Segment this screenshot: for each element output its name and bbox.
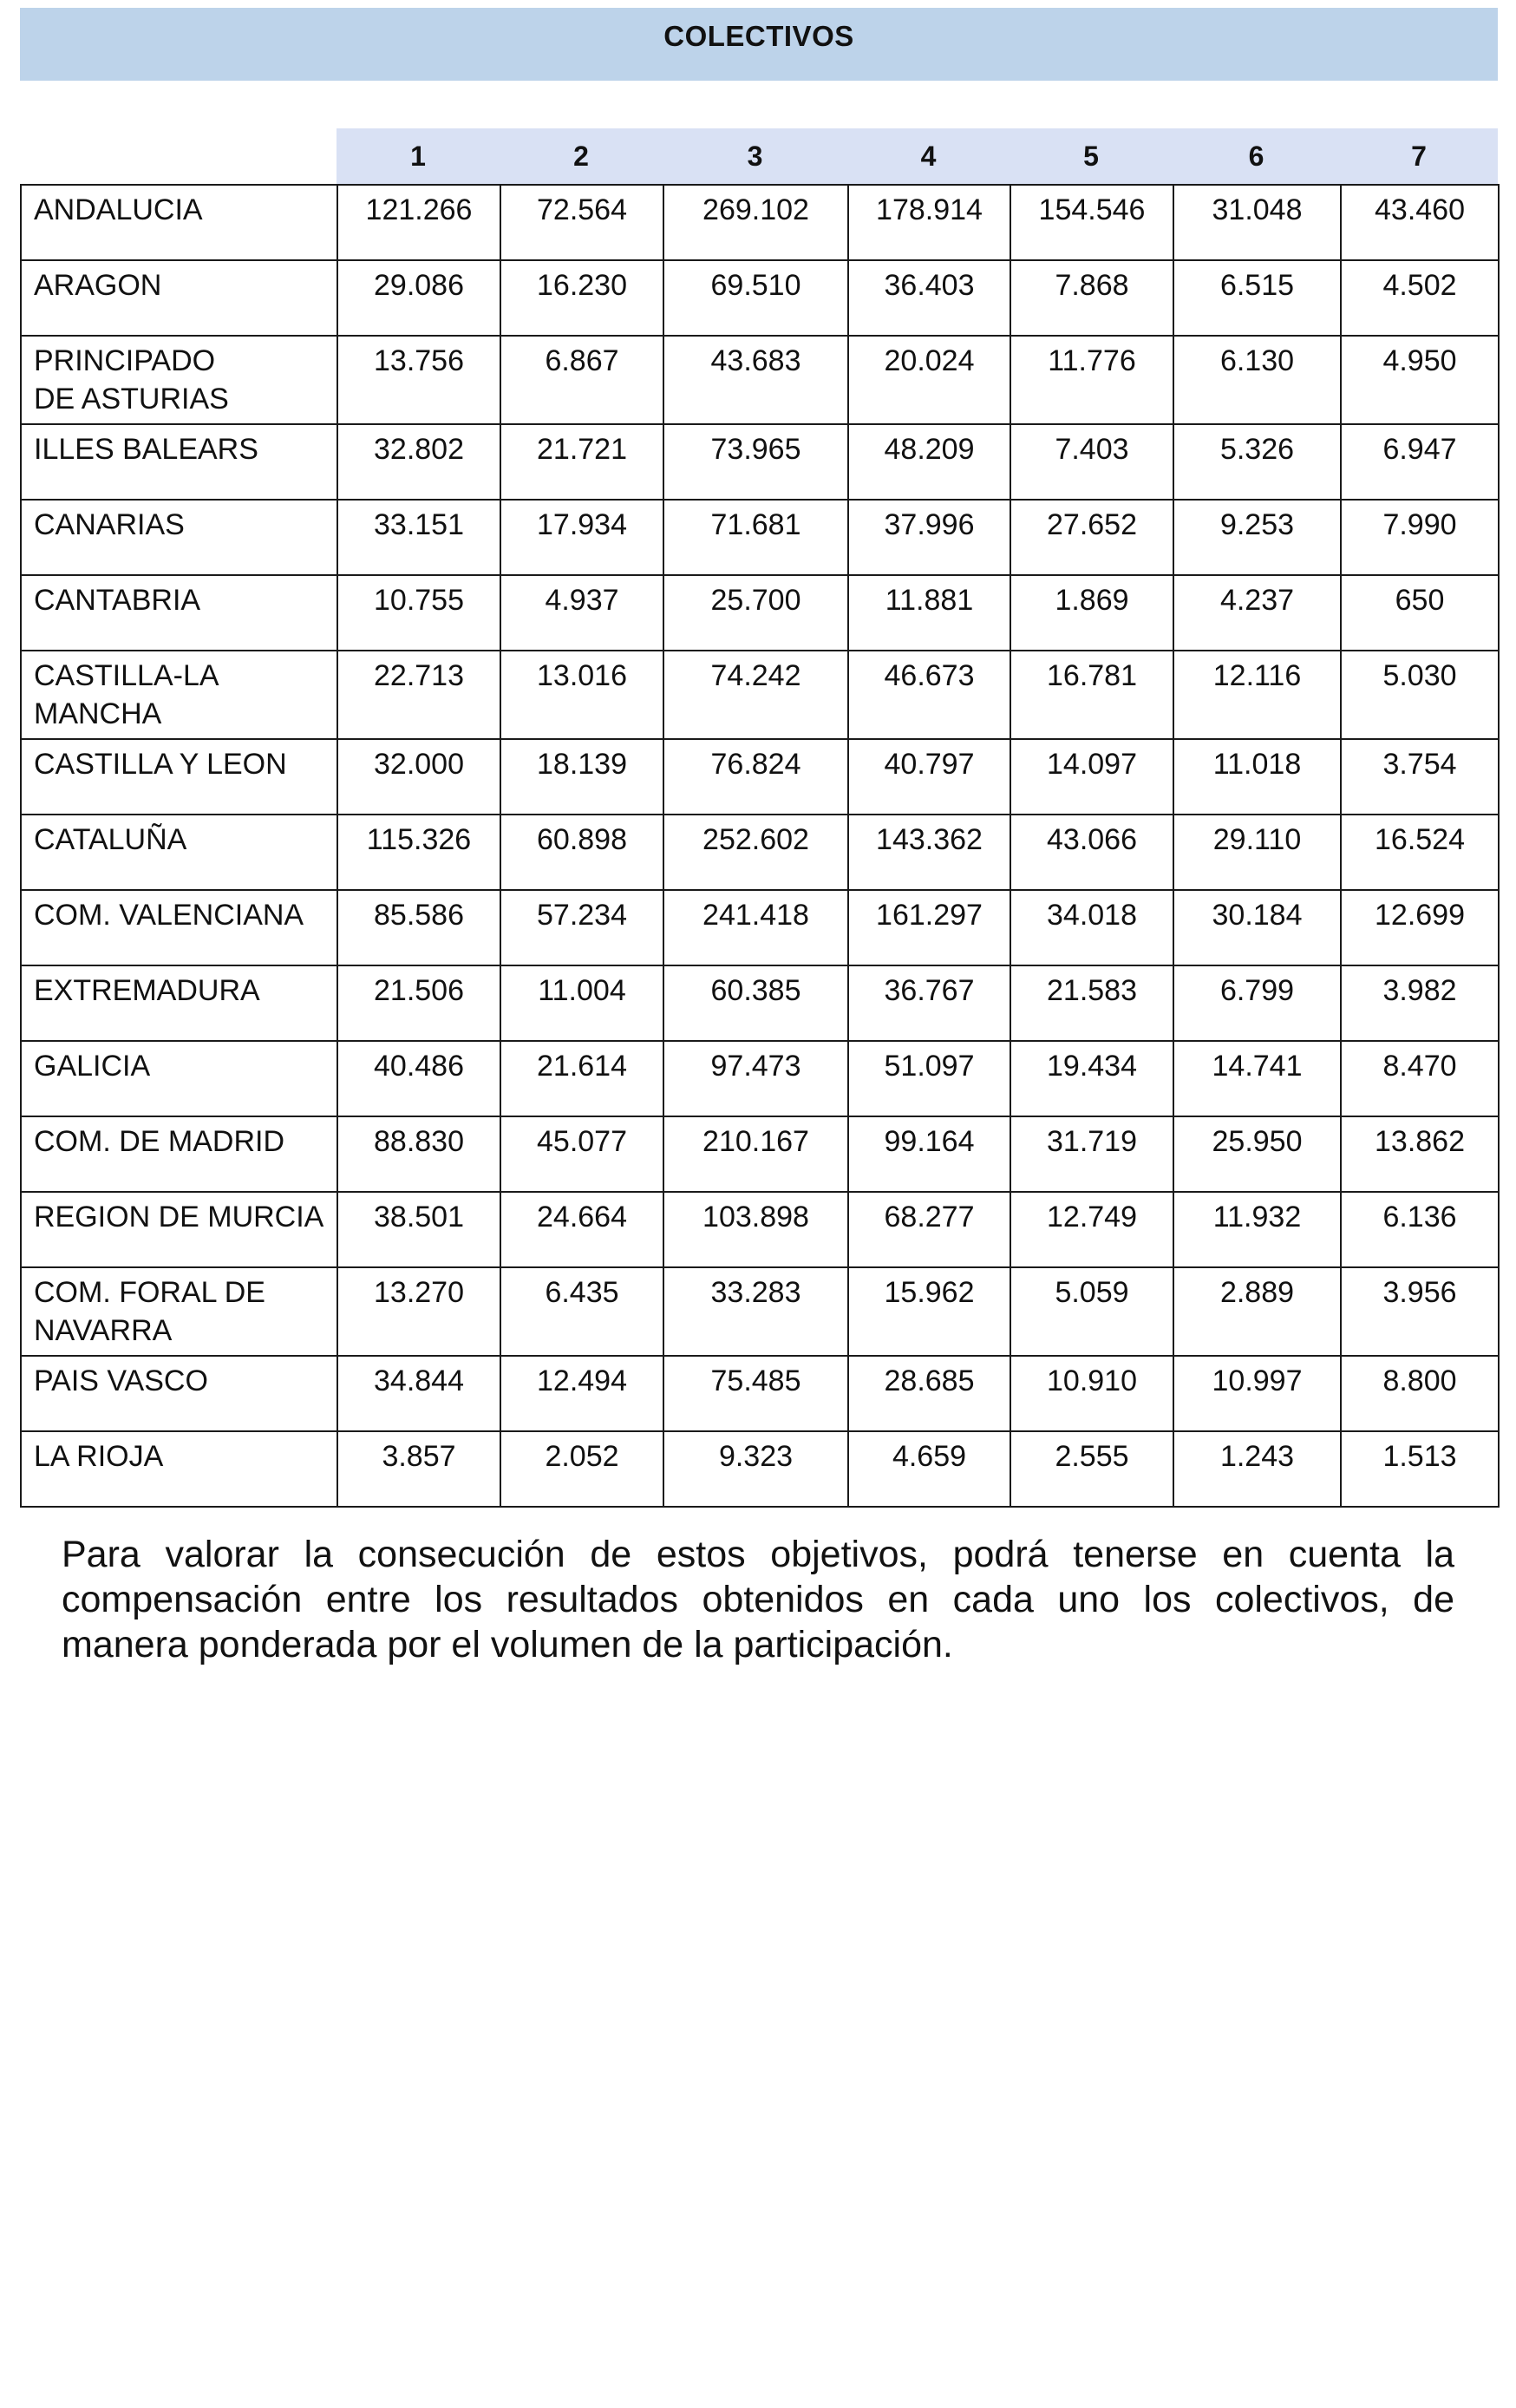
- value-cell: 154.546: [1010, 185, 1173, 260]
- table-row: [21, 890, 1499, 965]
- value-cell: 38.501: [337, 1192, 500, 1267]
- region-name: PAIS VASCO: [21, 1356, 337, 1431]
- value-cell: 10.755: [337, 575, 500, 651]
- value-cell: 69.510: [663, 260, 848, 336]
- table-row: [21, 260, 1499, 336]
- value-cell: 25.950: [1173, 1116, 1341, 1192]
- column-header-row: [337, 128, 1498, 184]
- column-header: 5: [1083, 140, 1099, 172]
- value-cell: 43.683: [663, 336, 848, 424]
- region-name: CANTABRIA: [21, 575, 337, 651]
- table-row: [21, 1116, 1499, 1192]
- value-cell: 6.947: [1341, 424, 1499, 500]
- value-cell: 25.700: [663, 575, 848, 651]
- value-cell: 121.266: [337, 185, 500, 260]
- value-cell: 19.434: [1010, 1041, 1173, 1116]
- table-row: [21, 651, 1499, 739]
- value-cell: 12.494: [500, 1356, 663, 1431]
- value-cell: 43.460: [1341, 185, 1499, 260]
- value-cell: 85.586: [337, 890, 500, 965]
- value-cell: 5.326: [1173, 424, 1341, 500]
- value-cell: 37.996: [848, 500, 1010, 575]
- value-cell: 21.583: [1010, 965, 1173, 1041]
- table-row: [21, 424, 1499, 500]
- value-cell: 71.681: [663, 500, 848, 575]
- value-cell: 1.513: [1341, 1431, 1499, 1507]
- value-cell: 7.990: [1341, 500, 1499, 575]
- value-cell: 68.277: [848, 1192, 1010, 1267]
- value-cell: 4.237: [1173, 575, 1341, 651]
- region-name: GALICIA: [21, 1041, 337, 1116]
- value-cell: 7.868: [1010, 260, 1173, 336]
- value-cell: 12.749: [1010, 1192, 1173, 1267]
- value-cell: 43.066: [1010, 815, 1173, 890]
- value-cell: 12.699: [1341, 890, 1499, 965]
- column-header: 6: [1248, 140, 1264, 172]
- value-cell: 9.323: [663, 1431, 848, 1507]
- value-cell: 13.862: [1341, 1116, 1499, 1192]
- value-cell: 40.486: [337, 1041, 500, 1116]
- region-name: ANDALUCIA: [21, 185, 337, 260]
- region-name: ARAGON: [21, 260, 337, 336]
- region-name: COM. FORAL DE NAVARRA: [21, 1267, 337, 1356]
- value-cell: 13.756: [337, 336, 500, 424]
- value-cell: 650: [1341, 575, 1499, 651]
- value-cell: 14.741: [1173, 1041, 1341, 1116]
- region-name: COM. DE MADRID: [21, 1116, 337, 1192]
- value-cell: 5.030: [1341, 651, 1499, 739]
- region-name: COM. VALENCIANA: [21, 890, 337, 965]
- value-cell: 11.776: [1010, 336, 1173, 424]
- region-name: REGION DE MURCIA: [21, 1192, 337, 1267]
- value-cell: 6.130: [1173, 336, 1341, 424]
- value-cell: 16.524: [1341, 815, 1499, 890]
- value-cell: 51.097: [848, 1041, 1010, 1116]
- value-cell: 60.385: [663, 965, 848, 1041]
- value-cell: 241.418: [663, 890, 848, 965]
- table-row: [21, 739, 1499, 815]
- table-row: [21, 1041, 1499, 1116]
- value-cell: 10.997: [1173, 1356, 1341, 1431]
- page-title: COLECTIVOS: [663, 20, 854, 52]
- value-cell: 76.824: [663, 739, 848, 815]
- value-cell: 11.881: [848, 575, 1010, 651]
- value-cell: 13.016: [500, 651, 663, 739]
- value-cell: 32.802: [337, 424, 500, 500]
- value-cell: 178.914: [848, 185, 1010, 260]
- table-row: [21, 1267, 1499, 1356]
- value-cell: 33.151: [337, 500, 500, 575]
- table-row: [21, 815, 1499, 890]
- table-row: [21, 1356, 1499, 1431]
- value-cell: 36.767: [848, 965, 1010, 1041]
- value-cell: 46.673: [848, 651, 1010, 739]
- value-cell: 3.956: [1341, 1267, 1499, 1356]
- footnote-paragraph: Para valorar la consecución de estos objetivos, podrá tenerse en cuenta la compensación entre los resultados obtenidos en cada uno los colectivos, de manera ponderada por el volumen de la participación.: [62, 1534, 1454, 1665]
- table-row: [21, 1192, 1499, 1267]
- value-cell: 3.857: [337, 1431, 500, 1507]
- column-header: 3: [747, 140, 763, 172]
- table-row: [21, 185, 1499, 260]
- value-cell: 2.052: [500, 1431, 663, 1507]
- value-cell: 34.018: [1010, 890, 1173, 965]
- value-cell: 21.614: [500, 1041, 663, 1116]
- value-cell: 6.799: [1173, 965, 1341, 1041]
- value-cell: 143.362: [848, 815, 1010, 890]
- value-cell: 72.564: [500, 185, 663, 260]
- value-cell: 3.754: [1341, 739, 1499, 815]
- value-cell: 5.059: [1010, 1267, 1173, 1356]
- value-cell: 1.869: [1010, 575, 1173, 651]
- value-cell: 21.506: [337, 965, 500, 1041]
- table-row: [21, 500, 1499, 575]
- value-cell: 11.932: [1173, 1192, 1341, 1267]
- value-cell: 32.000: [337, 739, 500, 815]
- value-cell: 11.018: [1173, 739, 1341, 815]
- value-cell: 210.167: [663, 1116, 848, 1192]
- value-cell: 16.781: [1010, 651, 1173, 739]
- region-name: ILLES BALEARS: [21, 424, 337, 500]
- value-cell: 115.326: [337, 815, 500, 890]
- column-header: 1: [410, 140, 426, 172]
- value-cell: 4.950: [1341, 336, 1499, 424]
- region-name: CASTILLA-LA MANCHA: [21, 651, 337, 739]
- value-cell: 12.116: [1173, 651, 1341, 739]
- value-cell: 7.403: [1010, 424, 1173, 500]
- region-name: LA RIOJA: [21, 1431, 337, 1507]
- value-cell: 30.184: [1173, 890, 1341, 965]
- value-cell: 57.234: [500, 890, 663, 965]
- table-row: [21, 575, 1499, 651]
- value-cell: 75.485: [663, 1356, 848, 1431]
- column-header: 7: [1411, 140, 1427, 172]
- value-cell: 45.077: [500, 1116, 663, 1192]
- value-cell: 27.652: [1010, 500, 1173, 575]
- region-name: CATALUÑA: [21, 815, 337, 890]
- value-cell: 97.473: [663, 1041, 848, 1116]
- value-cell: 33.283: [663, 1267, 848, 1356]
- value-cell: 8.470: [1341, 1041, 1499, 1116]
- value-cell: 48.209: [848, 424, 1010, 500]
- region-name: PRINCIPADO DE ASTURIAS: [21, 336, 337, 424]
- value-cell: 4.659: [848, 1431, 1010, 1507]
- value-cell: 161.297: [848, 890, 1010, 965]
- title-banner: [20, 8, 1498, 81]
- value-cell: 18.139: [500, 739, 663, 815]
- value-cell: 13.270: [337, 1267, 500, 1356]
- value-cell: 20.024: [848, 336, 1010, 424]
- value-cell: 74.242: [663, 651, 848, 739]
- value-cell: 4.502: [1341, 260, 1499, 336]
- table-row: [21, 965, 1499, 1041]
- value-cell: 1.243: [1173, 1431, 1341, 1507]
- value-cell: 28.685: [848, 1356, 1010, 1431]
- value-cell: 6.435: [500, 1267, 663, 1356]
- value-cell: 31.048: [1173, 185, 1341, 260]
- value-cell: 103.898: [663, 1192, 848, 1267]
- value-cell: 22.713: [337, 651, 500, 739]
- value-cell: 6.515: [1173, 260, 1341, 336]
- value-cell: 3.982: [1341, 965, 1499, 1041]
- value-cell: 2.889: [1173, 1267, 1341, 1356]
- value-cell: 31.719: [1010, 1116, 1173, 1192]
- value-cell: 29.110: [1173, 815, 1341, 890]
- value-cell: 4.937: [500, 575, 663, 651]
- region-name: CASTILLA Y LEON: [21, 739, 337, 815]
- table-row: [21, 336, 1499, 424]
- value-cell: 29.086: [337, 260, 500, 336]
- value-cell: 36.403: [848, 260, 1010, 336]
- column-header: 2: [573, 140, 589, 172]
- region-name: EXTREMADURA: [21, 965, 337, 1041]
- value-cell: 15.962: [848, 1267, 1010, 1356]
- value-cell: 24.664: [500, 1192, 663, 1267]
- value-cell: 10.910: [1010, 1356, 1173, 1431]
- value-cell: 14.097: [1010, 739, 1173, 815]
- value-cell: 34.844: [337, 1356, 500, 1431]
- region-name: CANARIAS: [21, 500, 337, 575]
- value-cell: 60.898: [500, 815, 663, 890]
- value-cell: 9.253: [1173, 500, 1341, 575]
- value-cell: 252.602: [663, 815, 848, 890]
- value-cell: 11.004: [500, 965, 663, 1041]
- value-cell: 21.721: [500, 424, 663, 500]
- value-cell: 99.164: [848, 1116, 1010, 1192]
- value-cell: 6.136: [1341, 1192, 1499, 1267]
- column-header: 4: [920, 140, 937, 172]
- table-row: [21, 1431, 1499, 1507]
- value-cell: 73.965: [663, 424, 848, 500]
- value-cell: 2.555: [1010, 1431, 1173, 1507]
- value-cell: 269.102: [663, 185, 848, 260]
- value-cell: 6.867: [500, 336, 663, 424]
- value-cell: 88.830: [337, 1116, 500, 1192]
- value-cell: 8.800: [1341, 1356, 1499, 1431]
- value-cell: 16.230: [500, 260, 663, 336]
- data-table: [20, 184, 1500, 1508]
- value-cell: 40.797: [848, 739, 1010, 815]
- value-cell: 17.934: [500, 500, 663, 575]
